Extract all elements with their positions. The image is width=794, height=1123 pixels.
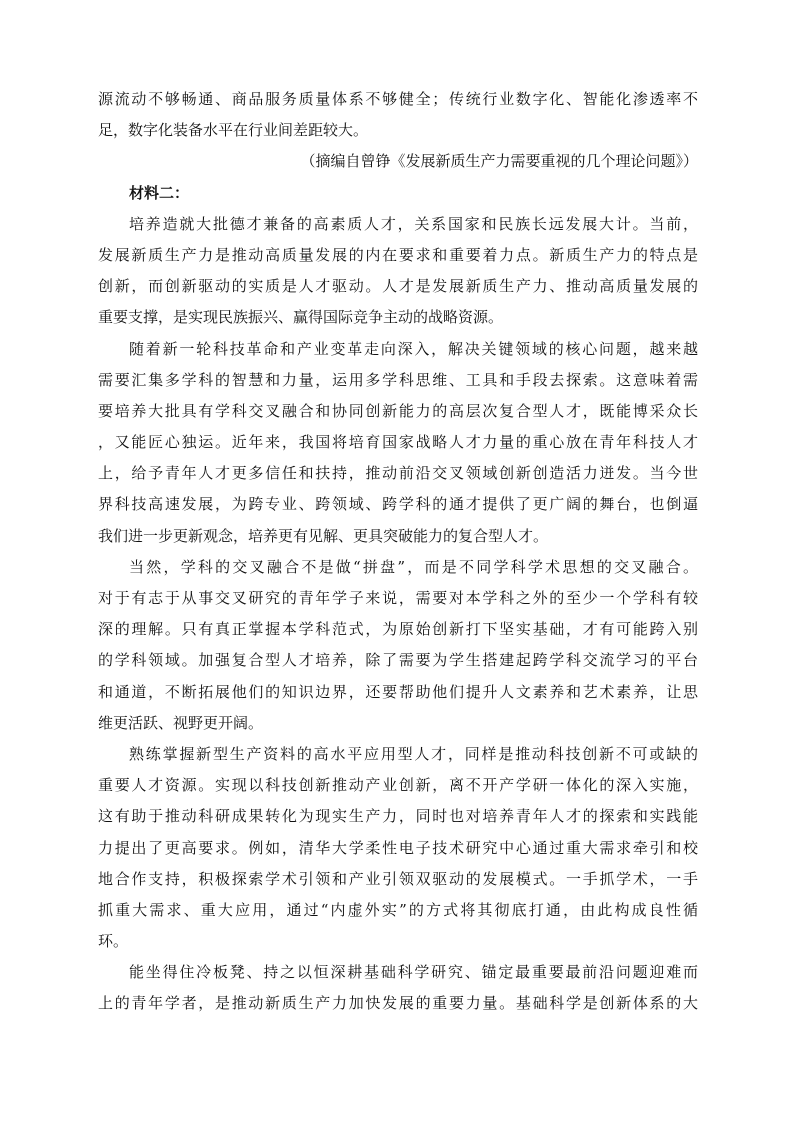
text-line: 重要人才资源。实现以科技创新推动产业创新，离不开产学研一体化的深入实施， xyxy=(98,776,698,795)
paragraph-2 xyxy=(98,334,698,552)
text-line: 对于有志于从事交叉研究的青年学子来说，需要对本学科之外的至少一个学科有较 xyxy=(98,589,698,607)
text-line: 源流动不够畅通、商品服务质量体系不够健全；传统行业数字化、智能化渗透率不 xyxy=(98,90,698,108)
text-line: 抓重大需求、重大应用，通过“内虚外实”的方式将其彻底打通，由此构成良性循 xyxy=(98,900,698,919)
text-line: 足，数字化装备水平在行业间差距较大。 xyxy=(98,121,369,140)
paragraph-1 xyxy=(98,209,698,334)
text-line: 上，给予青年人才更多信任和扶持，推动前沿交叉领域创新创造活力迸发。当今世 xyxy=(98,464,698,483)
text-line: 这有助于推动科研成果转化为现实生产力，同时也对培养青年人才的探索和实践能 xyxy=(98,807,698,826)
text-line: 需要汇集多学科的智慧和力量，运用多学科思维、工具和手段去探索。这意味着需 xyxy=(98,370,698,389)
text-line: 要培养大批具有学科交叉融合和协同创新能力的高层次复合型人才，既能博采众长 xyxy=(98,401,698,420)
text-line: 的学科领域。加强复合型人才培养，除了需要为学生搭建起跨学科交流学习的平台 xyxy=(98,651,698,670)
text-line: 深的理解。只有真正掌握本学科范式，为原始创新打下坚实基础，才有可能跨入别 xyxy=(98,620,698,639)
text-line: 维更活跃、视野更开阔。 xyxy=(98,713,264,732)
document-page xyxy=(98,84,698,1020)
text-line: 熟练掌握新型生产资料的高水平应用型人才，同样是推动科技创新不可或缺的 xyxy=(129,744,698,763)
paragraph-5 xyxy=(98,957,698,1019)
text-line: 当然，学科的交叉融合不是做“拼盘”，而是不同学科学术思想的交叉融合。 xyxy=(129,557,698,576)
section-heading: 材料二： xyxy=(129,183,190,202)
text-line: 创新，而创新驱动的实质是人才驱动。人才是发展新质生产力、推动高质量发展的 xyxy=(98,277,698,296)
text-line: ，又能匠心独运。近年来，我国将培育国家战略人才力量的重心放在青年科技人才 xyxy=(98,433,698,452)
text-line: 我们进一步更新观念，培养更有见解、更具突破能力的复合型人才。 xyxy=(98,526,549,545)
text-line: 能坐得住冷板凳、持之以恒深耕基础科学研究、锚定最重要最前沿问题迎难而 xyxy=(129,963,698,982)
text-line: 培养造就大批德才兼备的高素质人才，关系国家和民族长远发展大计。当前， xyxy=(129,214,698,233)
text-line: 发展新质生产力是推动高质量发展的内在要求和重要着力点。新质生产力的特点是 xyxy=(98,245,698,264)
text-line: 力提出了更高要求。例如，清华大学柔性电子技术研究中心通过重大需求牵引和校 xyxy=(98,838,698,857)
text-line: 随着新一轮科技革命和产业变革走向深入，解决关键领域的核心问题，越来越 xyxy=(129,339,698,358)
text-line: 上的青年学者，是推动新质生产力加快发展的重要力量。基础科学是创新体系的大 xyxy=(98,994,698,1013)
text-line: 重要支撑，是实现民族振兴、赢得国际竞争主动的战略资源。 xyxy=(98,308,504,327)
paragraph-3 xyxy=(98,552,698,739)
citation: （摘编自曾铮《发展新质生产力需要重视的几个理论问题》） xyxy=(300,152,698,171)
text-line: 地合作支持，积极探索学术引领和产业引领双驱动的发展模式。一手抓学术，一手 xyxy=(98,869,698,888)
text-line: 界科技高速发展，为跨专业、跨领域、跨学科的通才提供了更广阔的舞台，也倒逼 xyxy=(98,495,698,514)
text-line: 和通道，不断拓展他们的知识边界，还要帮助他们提升人文素养和艺术素养，让思 xyxy=(98,682,698,701)
paragraph-4 xyxy=(98,739,698,957)
text-line: 环。 xyxy=(98,932,129,951)
intro-paragraph xyxy=(98,84,698,146)
